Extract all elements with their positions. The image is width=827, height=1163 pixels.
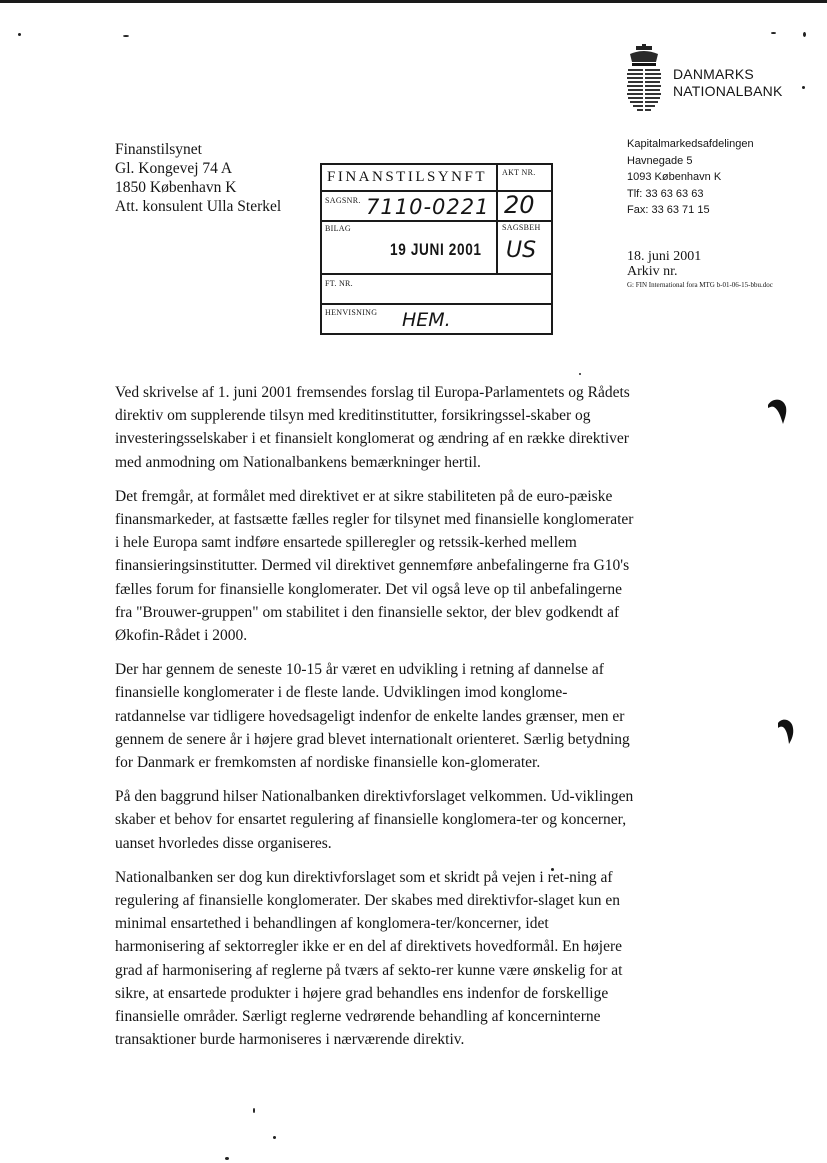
scan-speck <box>225 1157 229 1160</box>
bank-name <box>673 66 783 100</box>
scan-speck <box>123 35 129 37</box>
stamp-border-left <box>320 163 322 335</box>
recipient-line4: Att. konsulent Ulla Sterkel <box>115 198 282 215</box>
stamp-sags-label: SAGSNR. <box>325 196 361 205</box>
reception-stamp <box>320 163 554 335</box>
stamp-rule <box>320 273 553 275</box>
bank-name-line1: DANMARKS <box>673 66 754 82</box>
sender-street: Havnegade 5 <box>627 154 693 167</box>
stamp-akt-label: AKT NR. <box>502 168 536 177</box>
scan-speck <box>803 32 806 37</box>
stamp-akt-value: 20 <box>504 191 535 219</box>
stamp-received-date: 19 JUNI 2001 <box>390 240 482 259</box>
body-paragraph: Det fremgår, at formålet med direktivet er at sikre stabiliteten på de euro-pæiske finansmarkeder, at fastsætte fælles regler for tilsynet med finansielle konglomerater i hele Europa samt indføre ensartede spilleregler og retssik-kerhed mellem finansieringsinstitutter. Dermed vil direktivet gennemføre anbefalingerne fra G10's fælles forum for finansielle konglomerater. Det vil også leve op til anbefalingerne fra "Brouwer-gruppen" om stabilitet i den finansielle sektor, der blev godkendt af Økofin-Rådet i 2000. <box>115 487 634 645</box>
body-paragraph: Nationalbanken ser dog kun direktivforslaget som et skridt på vejen i ret-ning af regulering af finansielle konglomerater. Der skabes med direktivfor-slaget kun en minimal ensartethed i behandlingen af konglomera-ter/koncerner, idet harmonisering af sektorregler ikke er en del af direktivets hovedformål. En højere grad af harmonisering af reglerne på tværs af sekto-rer kunne være ønskelig for at sikre, at ensartede produkter i højere grad behandles ens indenfor de forskellige finansielle områder. Særligt reglerne vedrørende behandling af koncerninterne transaktioner burde harmoniseres i nærværende direktiv. <box>115 868 623 1049</box>
archive-number: Arkiv nr. <box>627 264 678 279</box>
stamp-header: FINANSTILSYNFT <box>327 169 488 185</box>
stamp-border-bottom <box>320 333 553 335</box>
scan-speck <box>771 32 776 34</box>
stamp-rule <box>320 303 553 305</box>
recipient-line2: Gl. Kongevej 74 A <box>115 160 233 177</box>
letter-meta <box>627 249 773 291</box>
stamp-henv-value: HEM. <box>402 309 451 331</box>
scan-speck <box>18 33 21 36</box>
sender-fax: Fax: 33 63 71 15 <box>627 204 710 216</box>
sender-city: 1093 København K <box>627 171 722 183</box>
stamp-sagsbeh-value: US <box>506 238 537 263</box>
stamp-divider <box>496 163 498 273</box>
file-path: G: FIN International fora MTG b-01-06-15-bbu.doc <box>627 281 773 289</box>
scan-speck <box>579 373 581 375</box>
stamp-border-right <box>551 163 553 335</box>
bank-name-line2: NATIONALBANK <box>673 83 783 99</box>
stamp-sagsbeh-label: SAGSBEH <box>502 223 541 232</box>
letter-body <box>115 381 635 1062</box>
body-paragraph: Der har gennem de seneste 10-15 år været en udvikling i retning af dannelse af finansielle konglomerater i de fleste lande. Udviklingen imod konglome-ratdannelse var tidligere hovedsageligt indenfor de enkelte landes grænser, men er gennem de senere år i højere grad blevet internationalt orienteret. Særlig betydning for Danmark er fremkomsten af nordiske finansielle kon-glomerater. <box>115 661 630 772</box>
body-paragraph: Ved skrivelse af 1. juni 2001 fremsendes forslag til Europa-Parlamentets og Rådets direktiv om supplerende tilsyn med kreditinstitutter, forsikringssel-skaber og investeringsselskaber i et finansielt konglomerat og ændring af en række direktiver med anmodning om Nationalbankens bemærkninger hertil. <box>115 384 630 471</box>
stamp-border-top <box>320 163 553 165</box>
punch-hole-mark <box>774 715 796 745</box>
stamp-henv-label: HENVISNING <box>325 308 378 317</box>
stamp-ft-label: FT. NR. <box>325 279 353 288</box>
scan-speck <box>802 86 805 89</box>
sender-department: Kapitalmarkedsafdelingen <box>627 138 754 150</box>
punch-hole-mark <box>766 396 788 426</box>
recipient-line3: 1850 København K <box>115 179 237 196</box>
nationalbank-crown-logo <box>624 44 664 114</box>
letter-date: 18. juni 2001 <box>627 249 702 264</box>
stamp-rule <box>320 220 553 222</box>
scan-speck <box>273 1136 276 1139</box>
recipient-line1: Finanstilsynet <box>115 141 202 158</box>
stamp-sags-value: 7110-0221 <box>366 195 490 219</box>
sender-address <box>627 136 754 219</box>
recipient-address <box>115 140 281 216</box>
stamp-bilag-label: BILAG <box>325 224 351 233</box>
body-paragraph: På den baggrund hilser Nationalbanken direktivforslaget velkommen. Ud-viklingen skaber et behov for ensartet regulering af finansielle konglomera-ter og koncerner, uanset hvorledes disse organiseres. <box>115 788 634 852</box>
scan-speck <box>253 1108 255 1113</box>
sender-phone: Tlf: 33 63 63 63 <box>627 187 704 200</box>
scan-top-edge <box>0 0 827 3</box>
